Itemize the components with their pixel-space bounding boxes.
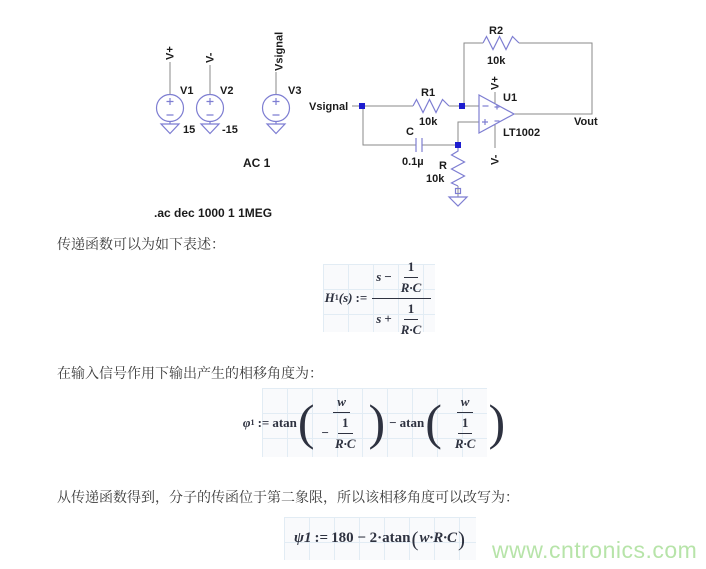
- circuit-schematic: [0, 0, 706, 228]
- source-value-v2: -15: [222, 124, 238, 136]
- inner-fraction: [397, 301, 426, 338]
- resistor-r: [426, 148, 467, 206]
- math-token: :=: [257, 414, 270, 430]
- math-token: s: [376, 311, 382, 326]
- paragraph-rewritten-phase: 从传递函数得到，分子的传函位于第二象限，所以该相移角度可以改写为：: [57, 490, 519, 506]
- capacitor-c-name: C: [406, 126, 414, 138]
- opamp-vminus-pin-label: V-: [489, 154, 502, 165]
- math-token: ψ1: [294, 530, 312, 546]
- source-name-v2: V2: [220, 85, 234, 97]
- rail-label-vminus: V-: [204, 52, 217, 63]
- math-token: R·C: [400, 279, 422, 295]
- inner-fraction: [397, 259, 426, 296]
- source-value-v3: AC 1: [243, 156, 271, 170]
- math-token: −: [321, 425, 329, 440]
- formula-panel-phase-angle: [242, 388, 506, 457]
- wires: [170, 43, 592, 197]
- math-token: 1: [404, 301, 419, 320]
- math-token: w·R·C: [419, 530, 457, 546]
- opamp-vplus-pin-label: V+: [489, 76, 502, 90]
- source-name-v3: V3: [288, 85, 302, 97]
- math-token: φ: [242, 414, 251, 430]
- formula-transfer-function: H 1 (s) := s − $\frac{1}{R\cdot C}$ s + $\frac{1}{R\cdot C}$: [325, 259, 434, 338]
- inner-fraction: [331, 415, 360, 452]
- math-token: −: [389, 414, 397, 430]
- resistor-r-value: 10k: [426, 173, 445, 185]
- math-token: R·C: [454, 435, 476, 451]
- math-token: 1: [338, 415, 353, 434]
- voltage-source-v3: [243, 32, 301, 170]
- resistor-r1: [413, 87, 449, 128]
- capacitor-c-value: 0.1µ: [402, 156, 424, 168]
- formula-phase-angle: φ 1 := atan ( w − $\frac{1}{R\cdot C}$ ) − atan ( $\frac{w}{\frac{1}{R\cdot C}}$ ): [242, 393, 506, 451]
- math-token: 1: [458, 415, 473, 434]
- math-token: w: [460, 393, 470, 409]
- math-token: R·C: [334, 435, 356, 451]
- math-token: (s): [338, 290, 353, 305]
- resistor-r1-value: 10k: [419, 116, 438, 128]
- opamp-u1: [479, 76, 540, 165]
- source-name-v1: V1: [180, 85, 194, 97]
- big-fraction: [445, 394, 486, 452]
- paragraph-transfer-function: 传递函数可以为如下表述：: [57, 237, 225, 253]
- math-token: :=: [355, 290, 368, 305]
- opamp-part-number: LT1002: [503, 127, 541, 139]
- formula-panel-rewritten-phase: [284, 517, 476, 560]
- math-token: −: [384, 269, 392, 284]
- math-token: atan: [399, 414, 425, 430]
- voltage-source-v2: [197, 52, 238, 136]
- resistor-r-name: R: [439, 160, 447, 172]
- rail-label-vsignal: Vsignal: [273, 31, 286, 71]
- big-fraction: [372, 259, 431, 338]
- resistor-r1-name: R1: [421, 87, 436, 99]
- voltage-source-v1: [157, 46, 196, 136]
- opamp-name: U1: [503, 92, 518, 104]
- formula-rewritten-phase: ψ1 := 180 − 2·atan ( w·R·C ): [294, 526, 465, 551]
- watermark: www.cntronics.com: [492, 537, 698, 563]
- formula-panel-transfer-function: [323, 258, 435, 337]
- math-token: +: [384, 311, 392, 326]
- math-token: 1: [404, 259, 419, 278]
- net-label-vsignal: Vsignal: [309, 101, 349, 113]
- paragraph-phase-shift: 在输入信号作用下输出产生的相移角度为：: [57, 366, 323, 382]
- math-token: w: [337, 393, 346, 409]
- spice-directive: .ac dec 1000 1 1MEG: [154, 206, 273, 220]
- source-value-v1: 15: [183, 124, 196, 136]
- net-label-vout: Vout: [574, 116, 598, 128]
- math-token: 180 − 2·atan: [331, 530, 411, 546]
- math-token: H: [324, 290, 335, 305]
- resistor-r2-value: 10k: [487, 55, 506, 67]
- rail-label-vplus: V+: [164, 46, 177, 60]
- big-fraction: [318, 394, 366, 452]
- inner-fraction: [451, 415, 480, 452]
- math-token: R·C: [400, 321, 422, 337]
- capacitor-c: [402, 126, 424, 168]
- resistor-r2: [483, 25, 519, 67]
- math-token: atan: [272, 414, 297, 430]
- resistor-r2-name: R2: [489, 25, 504, 37]
- math-token: s: [376, 269, 382, 284]
- math-token: :=: [314, 530, 329, 546]
